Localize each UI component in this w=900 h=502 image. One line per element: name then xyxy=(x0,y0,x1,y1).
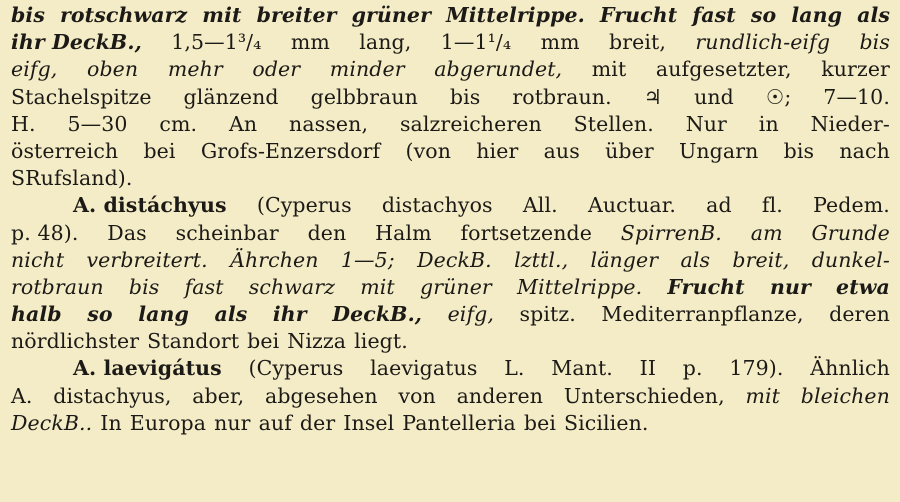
text-line xyxy=(11,2,890,29)
word: fl. xyxy=(761,193,783,218)
word: Ährchen xyxy=(230,247,319,272)
text-line xyxy=(11,247,890,274)
word: mit xyxy=(360,274,395,299)
word: bis xyxy=(11,3,45,27)
word: Ungarn xyxy=(678,138,759,163)
word: Grunde xyxy=(811,220,890,245)
word: SRufsland). xyxy=(11,166,133,191)
word: (Cyperus xyxy=(248,356,344,381)
word: L. xyxy=(504,356,525,381)
word: bleichen xyxy=(800,383,890,408)
word: rundlich-eifg xyxy=(695,30,831,55)
word: mit xyxy=(745,383,780,408)
word: mit xyxy=(591,57,627,82)
text-line xyxy=(11,111,890,138)
word: rotbraun. xyxy=(512,84,612,109)
word: oder xyxy=(252,57,301,82)
word: nach xyxy=(839,138,890,163)
word: aufgesetzter, xyxy=(655,57,792,82)
word: lzttl., xyxy=(514,247,569,272)
word: so xyxy=(87,302,113,327)
text-line xyxy=(11,192,890,219)
word: Halm xyxy=(375,220,432,245)
word: 1—5; xyxy=(340,247,395,272)
word: DeckB.. xyxy=(11,410,93,435)
word: dunkel- xyxy=(811,247,890,272)
word: als xyxy=(680,247,711,272)
word: der xyxy=(299,410,336,435)
word: bis xyxy=(859,30,890,55)
word: 5—30 xyxy=(67,111,128,136)
word: bis xyxy=(128,274,160,299)
word: nur xyxy=(214,410,251,435)
word: breit, xyxy=(609,30,666,55)
word: kurzer xyxy=(821,57,890,82)
word: fortsetzende xyxy=(460,220,592,245)
word: und xyxy=(694,84,734,109)
word: 179). xyxy=(729,356,784,381)
word: abgerundet, xyxy=(434,57,563,82)
word: Pedem. xyxy=(813,193,890,218)
word: in xyxy=(758,111,779,136)
word: Nizza xyxy=(287,329,347,354)
word: ♃ xyxy=(643,84,663,109)
word: A. laevigátus xyxy=(73,356,222,381)
text-line xyxy=(11,56,890,83)
word: Frucht xyxy=(599,3,678,27)
word: bei xyxy=(523,410,556,435)
word: Grofs-Enzersdorf xyxy=(200,138,381,163)
word: salzreicheren xyxy=(399,111,542,136)
word: halb xyxy=(11,302,62,327)
word: breiter xyxy=(256,3,337,27)
word: Sicilien. xyxy=(563,410,649,435)
word: 1,5—1³/₄ xyxy=(171,30,262,55)
word: Pantelleria xyxy=(402,410,516,435)
word: glänzend xyxy=(183,84,279,109)
word: mm xyxy=(540,30,580,55)
word: II xyxy=(639,356,657,381)
word: etwa xyxy=(836,274,890,299)
word: DeckB. xyxy=(417,247,492,272)
word: ihr DeckB., xyxy=(11,30,142,55)
word: fast xyxy=(184,274,224,299)
word: nördlichster xyxy=(11,329,140,354)
text-line xyxy=(11,220,890,247)
word: liegt. xyxy=(354,329,408,354)
word: Mittelrippe. xyxy=(446,3,585,27)
word: ad xyxy=(706,193,732,218)
word: hier xyxy=(476,138,519,163)
word: bis xyxy=(449,84,481,109)
word: am xyxy=(750,220,783,245)
word: Europa xyxy=(129,410,207,435)
word: breit, xyxy=(732,247,790,272)
word: Auctuar. xyxy=(587,193,676,218)
word: deren xyxy=(829,302,890,327)
word: Mediterranpflanze, xyxy=(601,302,804,327)
word: DeckB., xyxy=(332,302,423,327)
word: bis xyxy=(783,138,815,163)
word: In xyxy=(100,410,122,435)
word: eifg, xyxy=(11,57,58,82)
word: nicht xyxy=(11,247,65,272)
word: über xyxy=(605,138,654,163)
word: 1—1¹/₄ xyxy=(440,30,512,55)
word: fast xyxy=(692,3,736,27)
word: (von xyxy=(405,138,452,163)
word: lang xyxy=(138,302,189,327)
word: Nieder- xyxy=(810,111,890,136)
word: All. xyxy=(522,193,558,218)
word: A. xyxy=(11,383,33,408)
word: rotbraun xyxy=(11,274,104,299)
word: (Cyperus xyxy=(256,193,352,218)
word: auf xyxy=(258,410,292,435)
word: als xyxy=(214,302,248,327)
text-line xyxy=(11,410,890,437)
text-line xyxy=(11,29,890,56)
word: den xyxy=(307,220,347,245)
word: aber, xyxy=(192,383,245,408)
word: mm xyxy=(290,30,330,55)
word: Das xyxy=(107,220,147,245)
text-line xyxy=(11,328,890,355)
word: oben xyxy=(87,57,139,82)
word: länger xyxy=(590,247,659,272)
word: distachyos xyxy=(381,193,493,218)
word: mit xyxy=(202,3,242,27)
word: A. distáchyus xyxy=(73,193,227,218)
word: rotschwarz xyxy=(60,3,188,27)
word: scheinbar xyxy=(175,220,279,245)
word: 7—10. xyxy=(823,84,890,109)
word: Mittelrippe. xyxy=(517,274,643,299)
text-line xyxy=(11,274,890,301)
text-line xyxy=(11,355,890,382)
word: nur xyxy=(769,274,811,299)
word: von xyxy=(398,383,436,408)
word: Mant. xyxy=(551,356,613,381)
word: anderen xyxy=(456,383,544,408)
text-line xyxy=(11,383,890,410)
word: Stachelspitze xyxy=(11,84,152,109)
word: Ähnlich xyxy=(810,356,890,381)
word: gelbbraun xyxy=(310,84,418,109)
word: verbreitert. xyxy=(86,247,208,272)
word: grüner xyxy=(351,3,431,27)
word: nassen, xyxy=(289,111,369,136)
word: ihr xyxy=(272,302,307,327)
word: Stellen. xyxy=(573,111,654,136)
word: SpirrenB. xyxy=(620,220,722,245)
word: mehr xyxy=(167,57,223,82)
word: Nur xyxy=(685,111,727,136)
word: H. xyxy=(11,111,36,136)
word: aus xyxy=(543,138,580,163)
word: so xyxy=(750,3,777,27)
word: ☉; xyxy=(765,84,792,109)
word: spitz. xyxy=(519,302,576,327)
text-line xyxy=(11,165,890,192)
word: minder xyxy=(329,57,405,82)
word: bei xyxy=(143,138,176,163)
word: Insel xyxy=(343,410,395,435)
word: bei xyxy=(247,329,280,354)
text-line xyxy=(11,84,890,111)
word: An xyxy=(228,111,258,136)
word: österreich xyxy=(11,138,119,163)
word: Unterschieden, xyxy=(563,383,725,408)
word: grüner xyxy=(419,274,492,299)
word: p. xyxy=(682,356,703,381)
word: schwarz xyxy=(248,274,336,299)
word: lang xyxy=(791,3,843,27)
word: cm. xyxy=(159,111,198,136)
word: als xyxy=(857,3,890,27)
word: lang, xyxy=(359,30,412,55)
text-line xyxy=(11,138,890,165)
word: abgesehen xyxy=(265,383,378,408)
word: distachyus, xyxy=(53,383,172,408)
word: p. 48). xyxy=(11,220,79,245)
word: eifg, xyxy=(447,302,494,327)
word: Frucht xyxy=(667,274,745,299)
word: laevigatus xyxy=(370,356,478,381)
word: Standort xyxy=(147,329,240,354)
text-line xyxy=(11,301,890,328)
